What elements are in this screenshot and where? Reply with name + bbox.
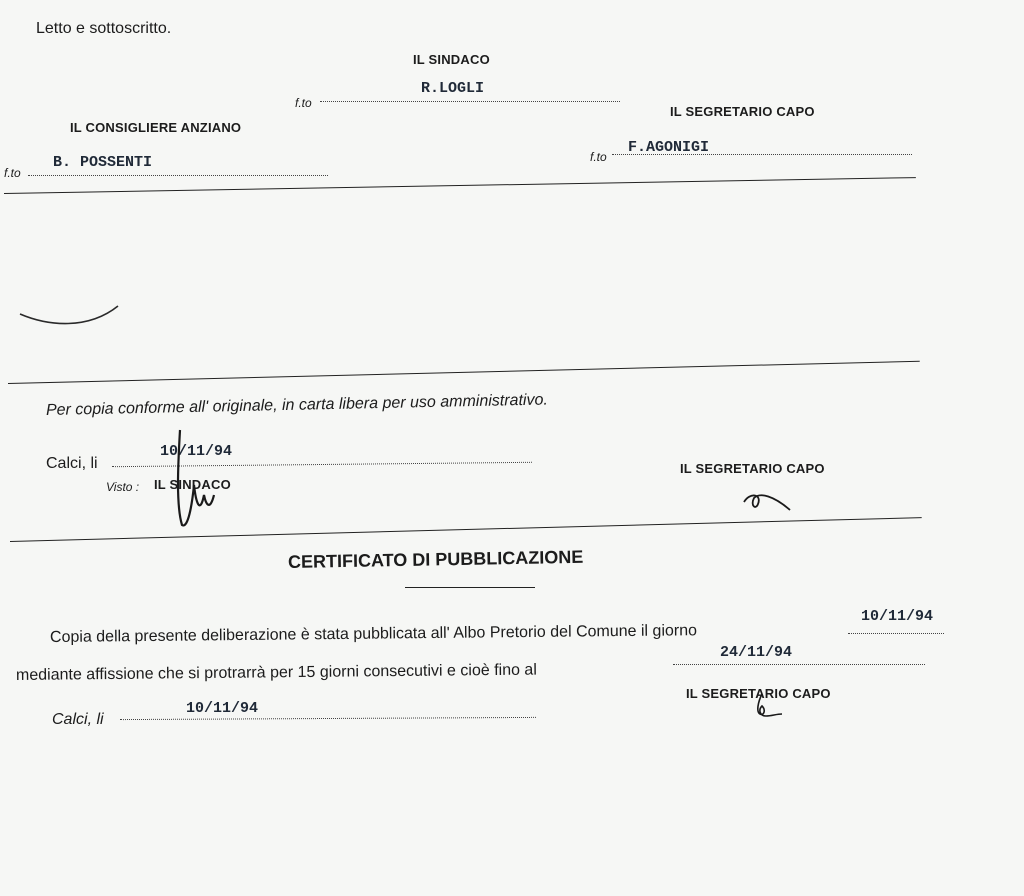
certificato-date3-line: [120, 717, 536, 720]
copia-conforme-text: Per copia conforme all' originale, in carta libera per uso amministrativo.: [45, 391, 549, 419]
visto-prefix: Visto :: [106, 480, 140, 494]
divider-3: [10, 517, 922, 542]
sindaco-signature-line: [320, 101, 620, 102]
certificato-heading: CERTIFICATO DI PUBBLICAZIONE: [287, 546, 584, 572]
segretario-handwritten-signature: [740, 488, 800, 518]
certificato-date2-line: [673, 664, 925, 665]
stray-pen-mark: [18, 300, 128, 340]
certificato-heading-underline: [405, 587, 535, 588]
consigliere-signature-line: [28, 175, 328, 176]
consigliere-title: IL CONSIGLIERE ANZIANO: [70, 120, 242, 135]
letto-text: Letto e sottoscritto.: [36, 20, 172, 37]
sindaco-handwritten-signature: [170, 425, 230, 535]
divider-1: [4, 177, 916, 194]
sindaco-title: IL SINDACO: [413, 52, 490, 67]
segretario-top-title: IL SEGRETARIO CAPO: [670, 104, 815, 119]
visto-sindaco-title: IL SINDACO: [154, 477, 231, 492]
certificato-calci-label: Calci, li: [52, 711, 104, 728]
certificato-date-3: 10/11/94: [186, 700, 259, 717]
copia-calci-label: Calci, li: [46, 455, 98, 472]
sindaco-name: R.LOGLI: [421, 80, 485, 97]
sindaco-fto: f.to: [295, 96, 312, 110]
certificato-date1-line: [848, 633, 944, 634]
certificato-segretario-signature: [752, 692, 792, 722]
divider-2: [8, 361, 920, 384]
certificato-line-1: Copia della presente deliberazione è stata pubblicata all' Albo Pretorio del Comune il giorno: [49, 622, 698, 646]
segretario-top-fto: f.to: [590, 150, 607, 164]
copia-segretario-title: IL SEGRETARIO CAPO: [680, 461, 825, 476]
segretario-top-name: F.AGONIGI: [628, 139, 710, 156]
consigliere-name: B. POSSENTI: [53, 154, 153, 171]
consigliere-fto: f.to: [4, 166, 21, 180]
certificato-date-1: 10/11/94: [861, 608, 934, 625]
copia-date: 10/11/94: [160, 443, 233, 460]
certificato-segretario-title: IL SEGRETARIO CAPO: [686, 686, 831, 701]
certificato-date-2: 24/11/94: [720, 644, 793, 661]
certificato-line-2: mediante affissione che si protrarrà per 15 giorni consecutivi e cioè fino al: [15, 661, 537, 684]
